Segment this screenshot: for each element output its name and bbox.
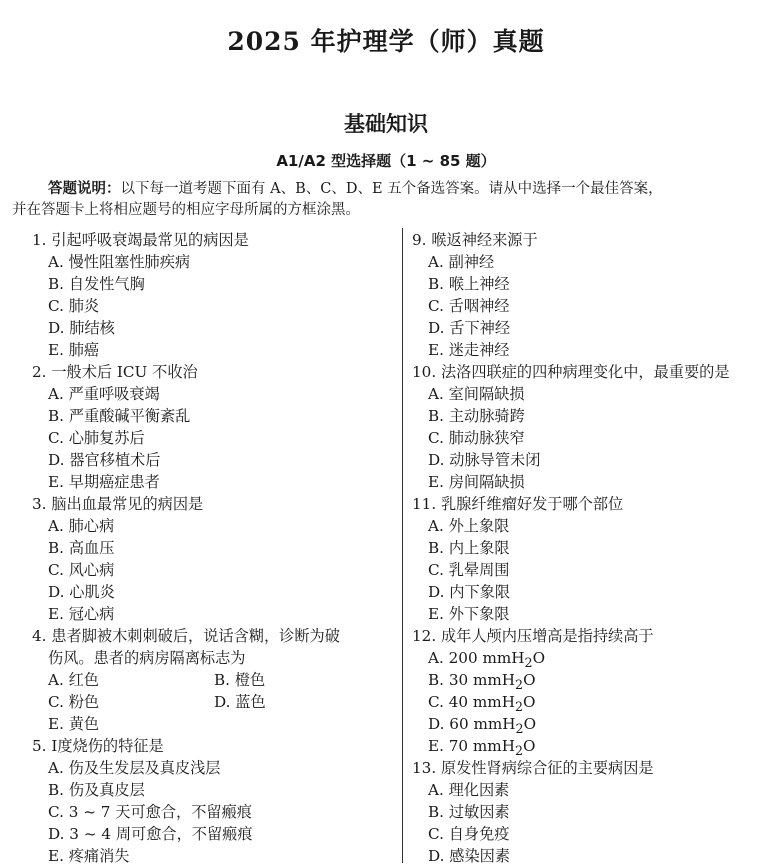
question-9	[412, 229, 768, 361]
left-column	[32, 229, 392, 867]
option-d: D. 肺结核	[48, 319, 115, 337]
option-d: D. 器官移植术后	[48, 451, 161, 469]
option-row	[32, 669, 392, 691]
option-value: D. 60 mmH	[428, 715, 516, 733]
option-c: C. 风心病	[48, 561, 115, 579]
option-c: C. 肺动脉狭窄	[428, 429, 525, 447]
question-stem: 11. 乳腺纤维瘤好发于哪个部位	[412, 495, 624, 513]
question-stem: 1. 引起呼吸衰竭最常见的病因是	[32, 231, 249, 249]
option-b: B. 橙色	[214, 671, 266, 689]
option-e: E. 外下象限	[428, 605, 510, 623]
option-c: C. 肺炎	[48, 297, 100, 315]
question-type-heading: A1/A2 型选择题（1 ~ 85 题）	[276, 152, 496, 170]
question-13	[412, 757, 768, 867]
option-e: E. 房间隔缺损	[428, 473, 525, 491]
question-3	[32, 493, 392, 625]
subscript: 2	[514, 743, 524, 759]
option-e: E. 迷走神经	[428, 341, 510, 359]
column-divider	[402, 228, 403, 863]
subscript: 2	[515, 721, 524, 737]
option-a: A. 严重呼吸衰竭	[48, 385, 160, 403]
option-c: C. 乳晕周围	[428, 561, 510, 579]
question-2	[32, 361, 392, 493]
option-b: B. 内上象限	[428, 539, 510, 557]
option-unit-tail: O	[523, 715, 537, 733]
subscript: 2	[524, 655, 533, 671]
option-a: A. 慢性阻塞性肺疾病	[48, 253, 191, 271]
option-unit-tail: O	[523, 737, 536, 755]
option-a: A. 红色	[48, 671, 99, 689]
question-4	[32, 625, 392, 735]
option-d: D. 感染因素	[428, 847, 511, 865]
page-title: 2025 年护理学（师）真题	[227, 27, 545, 56]
option-e: E. 黄色	[48, 715, 100, 733]
question-10	[412, 361, 768, 493]
question-stem: 12. 成年人颅内压增高是指持续高于	[412, 627, 654, 645]
right-column	[412, 229, 768, 867]
option-a: A. 理化因素	[428, 781, 510, 799]
question-stem: 2. 一般术后 ICU 不收治	[32, 363, 198, 381]
subscript: 2	[514, 699, 523, 715]
option-d: D. 3 ~ 4 周可愈合，不留瘢痕	[48, 825, 253, 843]
option-value: B. 30 mmH	[428, 671, 516, 689]
instructions-text-2: 并在答题卡上将相应题号的相应字母所属的方框涂黑。	[12, 202, 360, 218]
option-d: D. 内下象限	[428, 583, 511, 601]
option-a: A. 伤及生发层及真皮浅层	[48, 759, 221, 777]
option-unit-tail: O	[532, 649, 546, 667]
option-d: D. 心肌炎	[48, 583, 115, 601]
option-value: E. 70 mmH	[428, 737, 515, 755]
option-b	[412, 669, 768, 691]
instructions	[12, 178, 764, 221]
option-e	[412, 735, 768, 757]
question-stem: 10. 法洛四联症的四种病理变化中，最重要的是	[412, 363, 730, 381]
question-stem: 9. 喉返神经来源于	[412, 231, 538, 249]
option-d: D. 动脉导管未闭	[428, 451, 541, 469]
option-b: B. 喉上神经	[428, 275, 510, 293]
option-c: C. 舌咽神经	[428, 297, 510, 315]
option-e: E. 肺癌	[48, 341, 100, 359]
question-1	[32, 229, 392, 361]
option-a: A. 外上象限	[428, 517, 510, 535]
option-b: B. 严重酸碱平衡紊乱	[48, 407, 191, 425]
option-value: C. 40 mmH	[428, 693, 515, 711]
option-d: D. 舌下神经	[428, 319, 511, 337]
option-row	[32, 691, 392, 713]
option-d	[412, 713, 768, 735]
section-heading: 基础知识	[344, 112, 428, 136]
option-a: A. 肺心病	[48, 517, 115, 535]
option-unit-tail: O	[523, 693, 536, 711]
option-b: B. 过敏因素	[428, 803, 510, 821]
instructions-label: 答题说明：	[48, 180, 121, 197]
option-a: A. 副神经	[428, 253, 495, 271]
option-c: C. 3 ~ 7 天可愈合，不留瘢痕	[48, 803, 252, 821]
option-b: B. 高血压	[48, 539, 115, 557]
question-stem-continued: 伤风。患者的病房隔离标志为	[48, 649, 246, 667]
option-unit-tail: O	[523, 671, 536, 689]
option-b: B. 主动脉骑跨	[428, 407, 525, 425]
option-e: E. 疼痛消失	[48, 847, 130, 865]
question-5	[32, 735, 392, 867]
option-a	[412, 647, 768, 669]
option-a: A. 室间隔缺损	[428, 385, 525, 403]
option-e: E. 冠心病	[48, 605, 115, 623]
subscript: 2	[515, 677, 524, 693]
question-stem: 13. 原发性肾病综合征的主要病因是	[412, 759, 654, 777]
option-b: B. 伤及真皮层	[48, 781, 145, 799]
option-c	[412, 691, 768, 713]
option-c: C. 粉色	[48, 693, 100, 711]
option-c: C. 自身免疫	[428, 825, 510, 843]
question-stem: 3. 脑出血最常见的病因是	[32, 495, 204, 513]
option-b: B. 自发性气胸	[48, 275, 145, 293]
option-c: C. 心肺复苏后	[48, 429, 145, 447]
question-11	[412, 493, 768, 625]
option-d: D. 蓝色	[214, 693, 266, 711]
question-stem: 4. 患者脚被木刺刺破后，说话含糊，诊断为破	[32, 627, 340, 645]
question-stem: 5. Ⅰ度烧伤的特征是	[32, 737, 164, 755]
option-e: E. 早期癌症患者	[48, 473, 160, 491]
option-value: A. 200 mmH	[428, 649, 525, 667]
question-12	[412, 625, 768, 757]
instructions-text-1: 以下每一道考题下面有 A、B、C、D、E 五个备选答案。请从中选择一个最佳答案，	[120, 181, 663, 197]
